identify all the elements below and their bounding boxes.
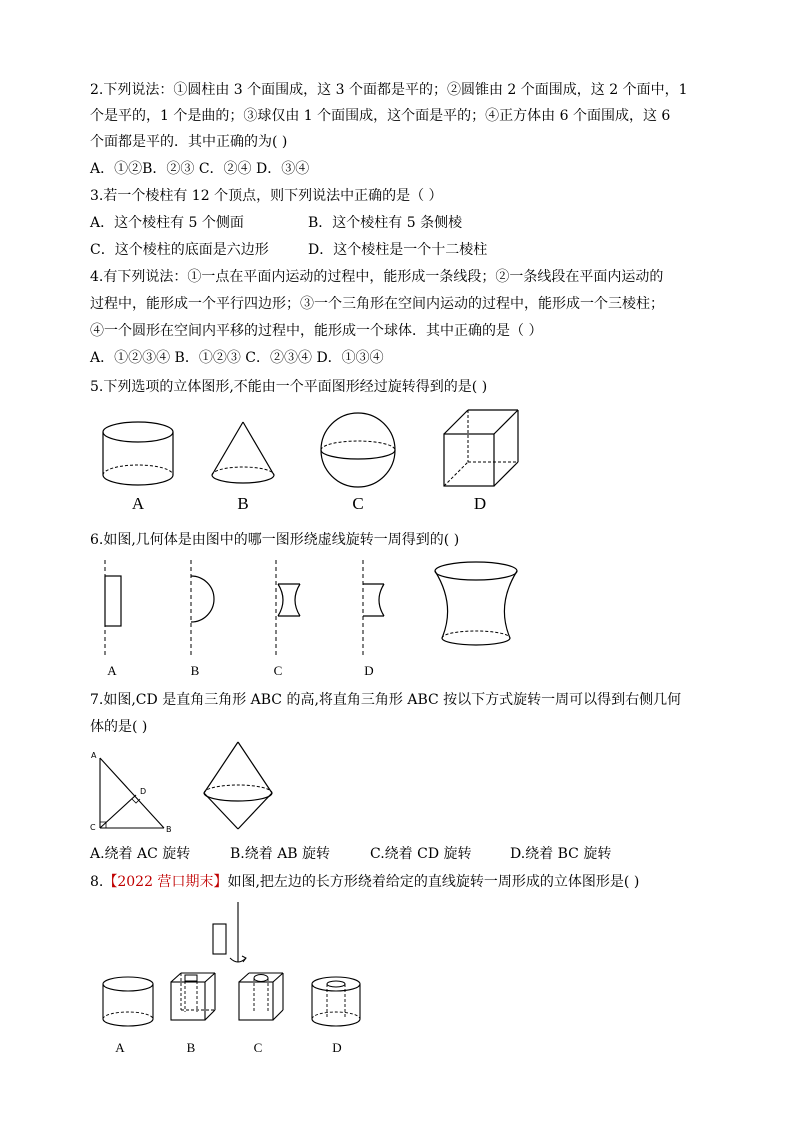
q2-options: A．①②B．②③ C．②④ D．③④ <box>90 161 310 177</box>
q6-label-b: B <box>190 663 200 678</box>
q8-figure-c-box-round-hole <box>236 970 286 1026</box>
q7-option-a: A.绕着 AC 旋转 <box>90 846 191 862</box>
q4-line-3: ④一个圆形在空间内平移的过程中，能形成一个球体．其中正确的是（ ） <box>90 323 543 339</box>
q6-figure-c-concave <box>268 560 308 655</box>
q8-label-b: B <box>186 1040 196 1055</box>
q7-point-b: B <box>166 825 172 834</box>
q8-figure-a-cylinder <box>100 975 156 1031</box>
q7-triangle-figure <box>88 748 178 838</box>
q7-point-d: D <box>140 787 147 796</box>
q5-label-c: C <box>352 494 364 513</box>
q7-line-2: 体的是( ) <box>90 719 148 735</box>
q3-stem: 3.若一个棱柱有 12 个顶点，则下列说法中正确的是（ ） <box>90 188 443 204</box>
q6-figure-d-half-concave <box>356 560 396 655</box>
q2-line-2: 个是平的，1 个是曲的；③球仅由 1 个面围成，这个面是平的；④正方体由 6 个面围成，这 6 <box>90 108 671 124</box>
q7-point-a: A <box>91 751 97 760</box>
q8-label-d: D <box>332 1040 342 1055</box>
q8-label-a: A <box>115 1040 125 1055</box>
q3-option-c: C．这个棱柱的底面是六边形 <box>90 242 269 258</box>
q5-label-d: D <box>473 494 487 513</box>
q7-point-c: C <box>90 823 96 832</box>
q2-line-1: 2.下列说法：①圆柱由 3 个面围成，这 3 个面都是平的；②圆锥由 2 个面围成，这 2 个面中，1 <box>90 82 688 98</box>
q5-figure-cone <box>208 420 278 490</box>
q2-line-3: 个面都是平的．其中正确的为( ) <box>90 134 288 150</box>
q7-double-cone <box>198 740 278 832</box>
q7-line-1: 7.如图,CD 是直角三角形 ABC 的高,将直角三角形 ABC 按以下方式旋转一周可以得到右侧几何 <box>90 692 682 708</box>
q8-number: 8. <box>90 874 104 890</box>
q3-option-b: B．这个棱柱有 5 条侧棱 <box>308 215 463 231</box>
q6-label-c: C <box>273 663 283 678</box>
q5-figure-cuboid <box>440 406 524 490</box>
q8-label-c: C <box>253 1040 263 1055</box>
q8-stem-line <box>90 872 639 892</box>
q8-figure-d-hollow-cylinder <box>308 975 364 1031</box>
q5-label-a: A <box>131 494 145 513</box>
q8-source-tag: 【2022 营口期末】 <box>103 874 228 890</box>
q7-option-d: D.绕着 BC 旋转 <box>510 846 612 862</box>
q3-option-a: A．这个棱柱有 5 个侧面 <box>90 215 244 231</box>
q4-line-2: 过程中，能形成一个平行四边形；③一个三角形在空间内运动的过程中，能形成一个三棱柱； <box>90 296 664 312</box>
q6-label-d: D <box>364 663 374 678</box>
q8-figure-b-box-square-hole <box>168 970 218 1026</box>
q6-figure-b-semicircle <box>186 560 216 655</box>
q3-option-d: D．这个棱柱是一个十二棱柱 <box>308 242 488 258</box>
q5-label-b: B <box>237 494 249 513</box>
q6-figure-solid <box>432 560 524 652</box>
q8-stem: 如图,把左边的长方形绕着给定的直线旋转一周形成的立体图形是( ) <box>227 874 640 890</box>
q8-rectangle-with-axis <box>210 900 250 972</box>
q6-label-a: A <box>107 663 117 678</box>
q5-figure-sphere <box>318 410 398 490</box>
q4-line-1: 4.有下列说法：①一点在平面内运动的过程中，能形成一条线段；②一条线段在平面内运动的 <box>90 269 664 285</box>
q7-option-c: C.绕着 CD 旋转 <box>370 846 472 862</box>
q7-option-b: B.绕着 AB 旋转 <box>230 846 331 862</box>
q6-stem: 6.如图,几何体是由图中的哪一图形绕虚线旋转一周得到的( ) <box>90 532 460 548</box>
q6-figure-a-rectangle <box>100 560 130 655</box>
q5-stem: 5.下列选项的立体图形,不能由一个平面图形经过旋转得到的是( ) <box>90 379 488 395</box>
q4-options: A．①②③④ B．①②③ C．②③④ D．①③④ <box>90 350 384 366</box>
q5-figure-cylinder <box>100 420 176 490</box>
